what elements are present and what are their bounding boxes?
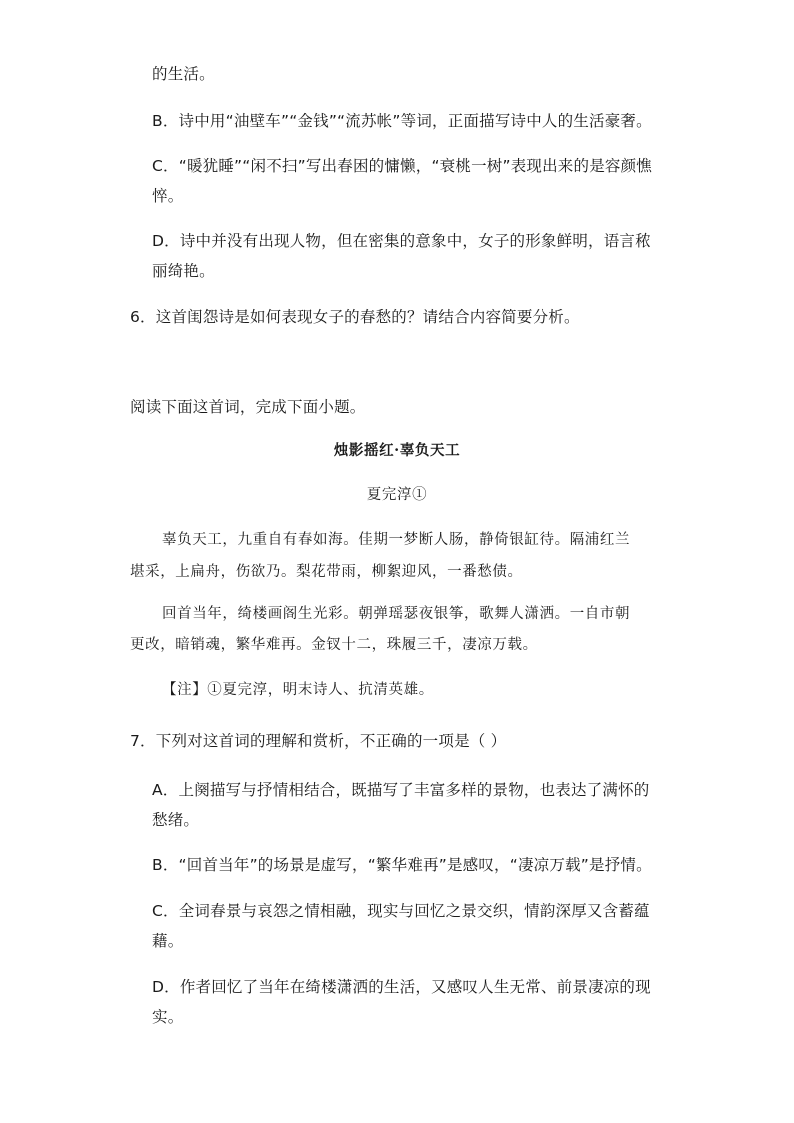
q5-option-b: B．诗中用“油壁车”“金钱”“流苏帐”等词，正面描写诗中人的生活豪奢。: [152, 112, 652, 130]
poem-stanza2-line1: 回首当年，绮楼画阁生光彩。朝弹瑶瑟夜银筝，歌舞人潇洒。一自市朝: [162, 606, 631, 622]
poem-author: 夏完淳①: [366, 487, 428, 503]
poem-stanza2-line2: 更改，暗销魂，繁华难再。金钗十二，珠履三千，凄凉万载。: [130, 637, 538, 653]
q7-stem: 7．下列对这首词的理解和赏析，不正确的一项是（ ）: [130, 732, 507, 750]
q5-option-a-tail: 的生活。: [152, 65, 215, 83]
poem-title: 烛影摇红·辜负天工: [333, 442, 461, 459]
q7-option-d-line2: 实。: [152, 1008, 184, 1026]
q5-option-c-line2: 悴。: [152, 187, 184, 205]
poem-stanza1-line1: 辜负天工，九重自有春如海。佳期一梦断人肠，静倚银缸待。隔浦红兰: [162, 532, 631, 548]
q6-question: 6．这首闺怨诗是如何表现女子的春愁的？请结合内容简要分析。: [130, 308, 580, 326]
q7-option-b: B．“回首当年”的场景是虚写，“繁华难再”是感叹，“凄凉万载”是抒情。: [152, 856, 652, 874]
poem-stanza1-line2: 堪采，上扁舟，伤欲乃。梨花带雨，柳絮迎风，一番愁债。: [130, 564, 523, 580]
q7-option-c-line1: C．全词春景与哀怨之情相融，现实与回忆之景交织，情韵深厚又含蓄蕴: [152, 902, 650, 920]
q5-option-c-line1: C．“暖犹睡”“闲不扫”写出春困的慵懒，“衰桃一树”表现出来的是容颜憔: [152, 157, 653, 175]
q7-option-a-line1: A．上阕描写与抒情相结合，既描写了丰富多样的景物，也表达了满怀的: [152, 781, 650, 799]
reading-instructions: 阅读下面这首词，完成下面小题。: [130, 398, 366, 416]
poem-note: 【注】①夏完淳，明末诗人、抗清英雄。: [162, 682, 434, 698]
q7-option-c-line2: 藉。: [152, 932, 184, 950]
q7-option-d-line1: D．作者回忆了当年在绮楼潇洒的生活，又感叹人生无常、前景凄凉的现: [152, 978, 651, 996]
q7-option-a-line2: 愁绪。: [152, 811, 200, 829]
q5-option-d-line2: 丽绮艳。: [152, 262, 215, 280]
q5-option-d-line1: D．诗中并没有出现人物，但在密集的意象中，女子的形象鲜明，语言秾: [152, 232, 651, 250]
